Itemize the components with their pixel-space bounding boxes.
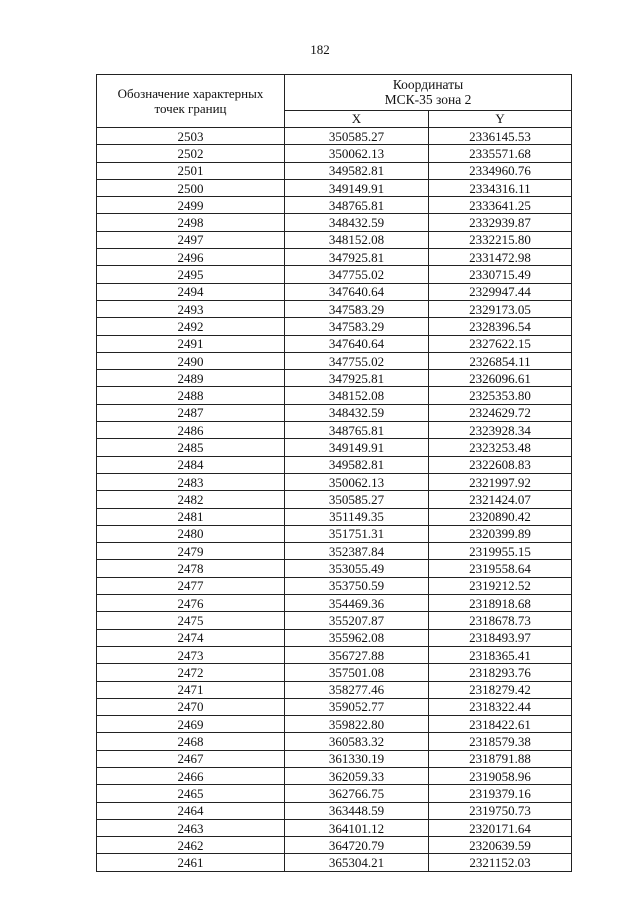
- table-row: [97, 543, 572, 560]
- table-row: [97, 733, 572, 750]
- x-cell: 347925.81: [285, 370, 429, 387]
- y-cell: 2321152.03: [429, 854, 572, 871]
- y-cell: 2320399.89: [429, 525, 572, 542]
- x-cell: 350585.27: [285, 491, 429, 508]
- y-column-header: Y: [429, 110, 572, 127]
- x-cell: 349149.91: [285, 179, 429, 196]
- point-cell: 2483: [97, 473, 285, 490]
- table-row: [97, 750, 572, 767]
- table-row: [97, 370, 572, 387]
- table-row: [97, 785, 572, 802]
- y-cell: 2320171.64: [429, 819, 572, 836]
- y-cell: 2327622.15: [429, 335, 572, 352]
- point-cell: 2463: [97, 819, 285, 836]
- y-cell: 2336145.53: [429, 128, 572, 145]
- x-cell: 362059.33: [285, 767, 429, 784]
- point-cell: 2479: [97, 543, 285, 560]
- point-cell: 2473: [97, 646, 285, 663]
- x-cell: 351751.31: [285, 525, 429, 542]
- point-cell: 2478: [97, 560, 285, 577]
- x-cell: 347583.29: [285, 318, 429, 335]
- table-row: [97, 595, 572, 612]
- x-cell: 365304.21: [285, 854, 429, 871]
- point-cell: 2472: [97, 664, 285, 681]
- table-row: [97, 439, 572, 456]
- table-row: [97, 128, 572, 145]
- x-cell: 347755.02: [285, 266, 429, 283]
- point-cell: 2464: [97, 802, 285, 819]
- point-cell: 2498: [97, 214, 285, 231]
- point-cell: 2466: [97, 767, 285, 784]
- x-cell: 362766.75: [285, 785, 429, 802]
- coordinates-table-body: [97, 128, 572, 872]
- x-cell: 364720.79: [285, 837, 429, 854]
- point-cell: 2481: [97, 508, 285, 525]
- table-row: [97, 266, 572, 283]
- x-cell: 347755.02: [285, 352, 429, 369]
- x-cell: 350062.13: [285, 473, 429, 490]
- table-row: [97, 819, 572, 836]
- table-row: [97, 387, 572, 404]
- point-cell: 2487: [97, 404, 285, 421]
- x-cell: 361330.19: [285, 750, 429, 767]
- y-cell: 2319558.64: [429, 560, 572, 577]
- point-cell: 2493: [97, 300, 285, 317]
- point-label-header-line1: Обозначение характерных: [117, 86, 264, 101]
- y-cell: 2322608.83: [429, 456, 572, 473]
- y-cell: 2319058.96: [429, 767, 572, 784]
- point-cell: 2468: [97, 733, 285, 750]
- y-cell: 2318493.97: [429, 629, 572, 646]
- point-cell: 2495: [97, 266, 285, 283]
- y-cell: 2318918.68: [429, 595, 572, 612]
- y-cell: 2320639.59: [429, 837, 572, 854]
- y-cell: 2330715.49: [429, 266, 572, 283]
- point-cell: 2490: [97, 352, 285, 369]
- table-row: [97, 162, 572, 179]
- x-cell: 352387.84: [285, 543, 429, 560]
- point-cell: 2485: [97, 439, 285, 456]
- point-cell: 2500: [97, 179, 285, 196]
- table-row: [97, 335, 572, 352]
- point-cell: 2501: [97, 162, 285, 179]
- y-cell: 2326096.61: [429, 370, 572, 387]
- table-row: [97, 577, 572, 594]
- point-cell: 2482: [97, 491, 285, 508]
- table-row: [97, 716, 572, 733]
- x-cell: 364101.12: [285, 819, 429, 836]
- x-cell: 357501.08: [285, 664, 429, 681]
- y-cell: 2321424.07: [429, 491, 572, 508]
- table-row: [97, 802, 572, 819]
- y-cell: 2323928.34: [429, 422, 572, 439]
- y-cell: 2332215.80: [429, 231, 572, 248]
- x-cell: 349582.81: [285, 162, 429, 179]
- point-cell: 2477: [97, 577, 285, 594]
- table-row: [97, 508, 572, 525]
- point-cell: 2492: [97, 318, 285, 335]
- table-row: [97, 404, 572, 421]
- y-cell: 2319955.15: [429, 543, 572, 560]
- point-cell: 2476: [97, 595, 285, 612]
- table-row: [97, 837, 572, 854]
- point-cell: 2496: [97, 249, 285, 266]
- table-row: [97, 300, 572, 317]
- y-cell: 2318365.41: [429, 646, 572, 663]
- y-cell: 2329173.05: [429, 300, 572, 317]
- x-cell: 347925.81: [285, 249, 429, 266]
- y-cell: 2323253.48: [429, 439, 572, 456]
- table-row: [97, 612, 572, 629]
- table-row: [97, 231, 572, 248]
- y-cell: 2334316.11: [429, 179, 572, 196]
- y-cell: 2331472.98: [429, 249, 572, 266]
- x-cell: 348432.59: [285, 214, 429, 231]
- x-cell: 349149.91: [285, 439, 429, 456]
- x-cell: 355207.87: [285, 612, 429, 629]
- x-cell: 353750.59: [285, 577, 429, 594]
- table-row: [97, 318, 572, 335]
- table-row: [97, 283, 572, 300]
- table-row: [97, 767, 572, 784]
- y-cell: 2318293.76: [429, 664, 572, 681]
- coordinates-table: [96, 74, 572, 872]
- point-cell: 2465: [97, 785, 285, 802]
- point-cell: 2484: [97, 456, 285, 473]
- point-cell: 2462: [97, 837, 285, 854]
- point-cell: 2497: [97, 231, 285, 248]
- point-label-header-line2: точек границ: [154, 101, 227, 116]
- table-row: [97, 214, 572, 231]
- y-cell: 2324629.72: [429, 404, 572, 421]
- coordinates-group-header: [285, 75, 572, 111]
- point-cell: 2467: [97, 750, 285, 767]
- coordinates-group-header-line1: Координаты: [392, 77, 464, 93]
- y-cell: 2318678.73: [429, 612, 572, 629]
- table-row: [97, 629, 572, 646]
- x-cell: 353055.49: [285, 560, 429, 577]
- x-column-header: X: [285, 110, 429, 127]
- point-cell: 2474: [97, 629, 285, 646]
- y-cell: 2335571.68: [429, 145, 572, 162]
- y-cell: 2328396.54: [429, 318, 572, 335]
- point-cell: 2488: [97, 387, 285, 404]
- y-cell: 2329947.44: [429, 283, 572, 300]
- y-cell: 2318579.38: [429, 733, 572, 750]
- point-cell: 2494: [97, 283, 285, 300]
- x-cell: 348765.81: [285, 422, 429, 439]
- y-cell: 2326854.11: [429, 352, 572, 369]
- x-cell: 350585.27: [285, 128, 429, 145]
- point-cell: 2486: [97, 422, 285, 439]
- x-cell: 351149.35: [285, 508, 429, 525]
- x-cell: 359822.80: [285, 716, 429, 733]
- y-cell: 2334960.76: [429, 162, 572, 179]
- point-cell: 2503: [97, 128, 285, 145]
- table-row: [97, 664, 572, 681]
- x-cell: 354469.36: [285, 595, 429, 612]
- point-cell: 2491: [97, 335, 285, 352]
- table-row: [97, 179, 572, 196]
- point-cell: 2489: [97, 370, 285, 387]
- point-cell: 2470: [97, 698, 285, 715]
- x-cell: 348432.59: [285, 404, 429, 421]
- table-row: [97, 422, 572, 439]
- table-row: [97, 698, 572, 715]
- y-cell: 2319379.16: [429, 785, 572, 802]
- x-cell: 347640.64: [285, 335, 429, 352]
- x-cell: 347583.29: [285, 300, 429, 317]
- table-row: [97, 456, 572, 473]
- coordinates-group-header-line2: МСК-35 зона 2: [384, 92, 472, 108]
- x-cell: 348765.81: [285, 197, 429, 214]
- y-cell: 2332939.87: [429, 214, 572, 231]
- y-cell: 2318322.44: [429, 698, 572, 715]
- x-cell: 360583.32: [285, 733, 429, 750]
- table-row: [97, 145, 572, 162]
- y-cell: 2318422.61: [429, 716, 572, 733]
- y-cell: 2319750.73: [429, 802, 572, 819]
- y-cell: 2318279.42: [429, 681, 572, 698]
- table-row: [97, 249, 572, 266]
- point-cell: 2502: [97, 145, 285, 162]
- table-row: [97, 197, 572, 214]
- point-cell: 2471: [97, 681, 285, 698]
- x-cell: 359052.77: [285, 698, 429, 715]
- x-cell: 349582.81: [285, 456, 429, 473]
- table-row: [97, 491, 572, 508]
- y-cell: 2318791.88: [429, 750, 572, 767]
- point-cell: 2469: [97, 716, 285, 733]
- point-label-header: [97, 75, 285, 128]
- x-cell: 348152.08: [285, 231, 429, 248]
- y-cell: 2320890.42: [429, 508, 572, 525]
- y-cell: 2325353.80: [429, 387, 572, 404]
- x-cell: 347640.64: [285, 283, 429, 300]
- x-cell: 358277.46: [285, 681, 429, 698]
- point-cell: 2480: [97, 525, 285, 542]
- point-cell: 2475: [97, 612, 285, 629]
- y-cell: 2319212.52: [429, 577, 572, 594]
- table-row: [97, 646, 572, 663]
- table-row: [97, 473, 572, 490]
- x-cell: 356727.88: [285, 646, 429, 663]
- point-cell: 2499: [97, 197, 285, 214]
- table-row: [97, 352, 572, 369]
- table-row: [97, 525, 572, 542]
- table-row: [97, 854, 572, 871]
- table-row: [97, 560, 572, 577]
- y-cell: 2321997.92: [429, 473, 572, 490]
- x-cell: 348152.08: [285, 387, 429, 404]
- point-cell: 2461: [97, 854, 285, 871]
- x-cell: 363448.59: [285, 802, 429, 819]
- x-cell: 355962.08: [285, 629, 429, 646]
- y-cell: 2333641.25: [429, 197, 572, 214]
- table-row: [97, 681, 572, 698]
- x-cell: 350062.13: [285, 145, 429, 162]
- page-number: 182: [310, 42, 330, 57]
